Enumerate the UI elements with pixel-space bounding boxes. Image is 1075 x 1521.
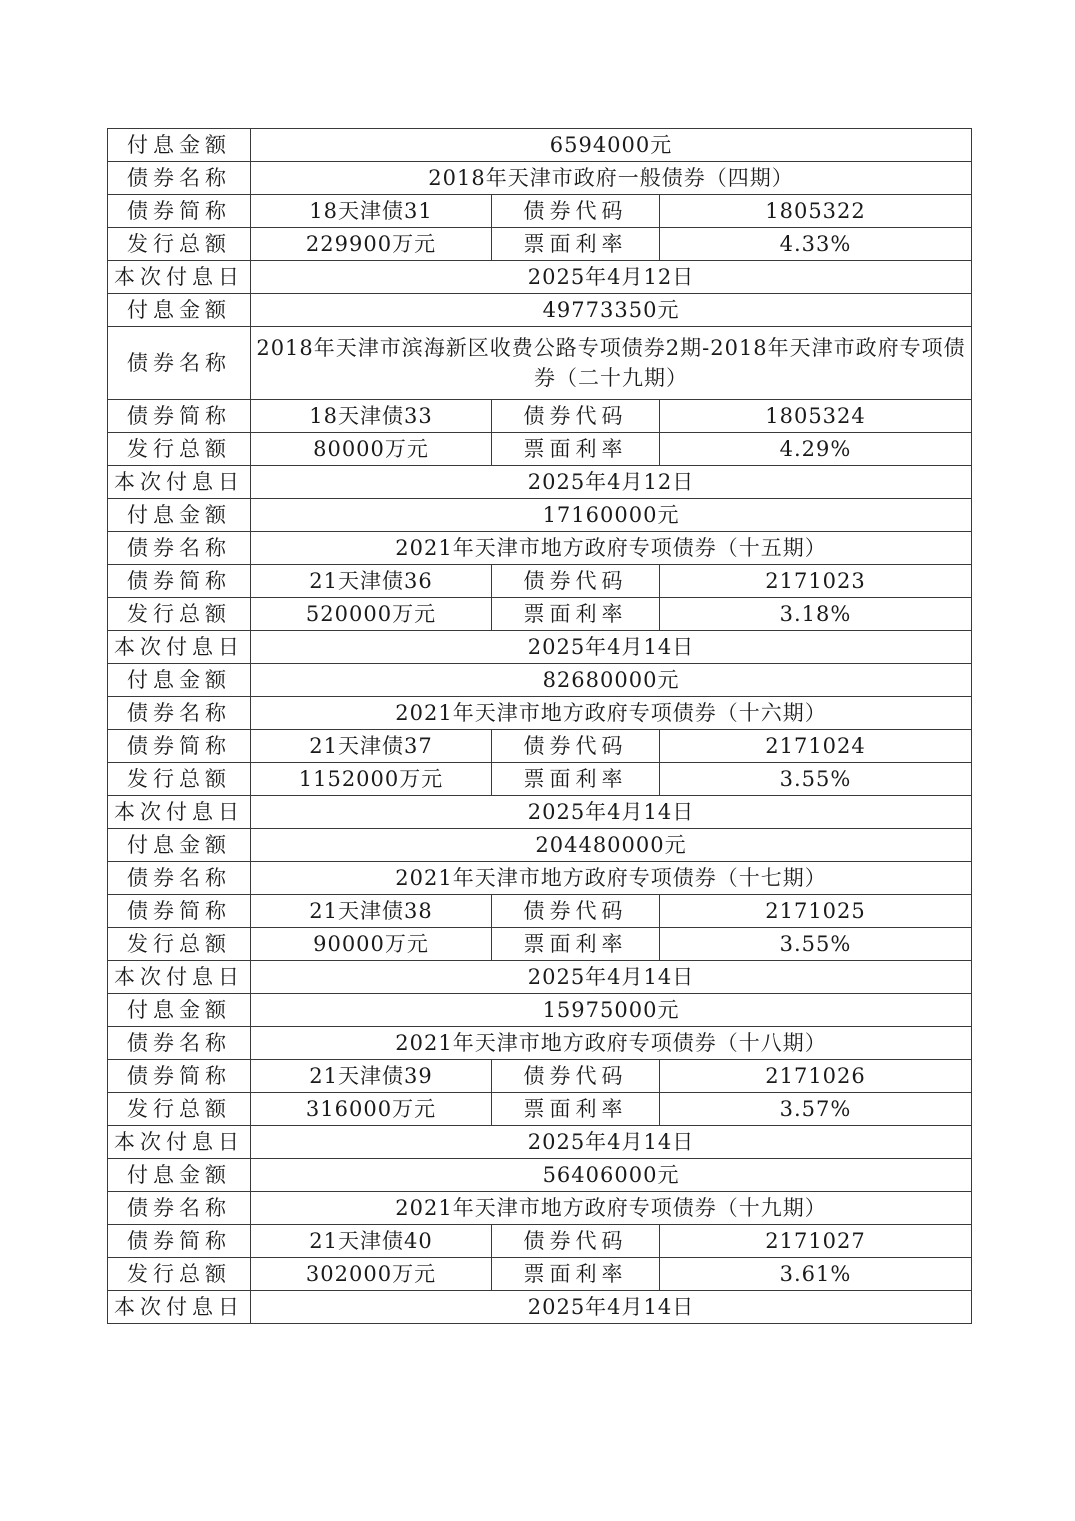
- interest-amount-label: 付息金额: [108, 664, 251, 697]
- interest-amount-value: 6594000元: [251, 129, 972, 162]
- bond-name-value: 2018年天津市滨海新区收费公路专项债券2期-2018年天津市政府专项债券（二十九期）: [251, 327, 972, 400]
- issue-total-value: 316000万元: [251, 1093, 492, 1126]
- table-row: [108, 261, 972, 294]
- coupon-rate-value: 3.55%: [660, 928, 972, 961]
- coupon-rate-label: 票面利率: [492, 1258, 660, 1291]
- table-row: [108, 730, 972, 763]
- table-row: [108, 1159, 972, 1192]
- bond-code-label: 债券代码: [492, 1225, 660, 1258]
- bond-code-label: 债券代码: [492, 895, 660, 928]
- table-row: [108, 532, 972, 565]
- coupon-rate-value: 4.33%: [660, 228, 972, 261]
- table-row: [108, 294, 972, 327]
- interest-amount-label: 付息金额: [108, 1159, 251, 1192]
- table-row: [108, 664, 972, 697]
- interest-amount-label: 付息金额: [108, 294, 251, 327]
- issue-total-value: 229900万元: [251, 228, 492, 261]
- table-row: [108, 1126, 972, 1159]
- coupon-rate-value: 3.18%: [660, 598, 972, 631]
- table-row: [108, 1258, 972, 1291]
- coupon-rate-label: 票面利率: [492, 433, 660, 466]
- table-row: [108, 565, 972, 598]
- bond-short-name-label: 债券简称: [108, 1225, 251, 1258]
- payment-date-value: 2025年4月14日: [251, 1126, 972, 1159]
- coupon-rate-value: 3.55%: [660, 763, 972, 796]
- table-row: [108, 433, 972, 466]
- issue-total-value: 90000万元: [251, 928, 492, 961]
- bond-name-label: 债券名称: [108, 1027, 251, 1060]
- bond-name-label: 债券名称: [108, 162, 251, 195]
- bond-short-name-value: 21天津债36: [251, 565, 492, 598]
- interest-amount-value: 17160000元: [251, 499, 972, 532]
- issue-total-value: 302000万元: [251, 1258, 492, 1291]
- interest-amount-value: 204480000元: [251, 829, 972, 862]
- table-row: [108, 862, 972, 895]
- bond-name-label: 债券名称: [108, 697, 251, 730]
- coupon-rate-label: 票面利率: [492, 1093, 660, 1126]
- bond-code-label: 债券代码: [492, 730, 660, 763]
- bond-code-value: 1805324: [660, 400, 972, 433]
- interest-amount-value: 82680000元: [251, 664, 972, 697]
- coupon-rate-value: 3.61%: [660, 1258, 972, 1291]
- bond-short-name-value: 21天津债40: [251, 1225, 492, 1258]
- bond-name-label: 债券名称: [108, 532, 251, 565]
- bond-interest-table: [107, 128, 972, 1324]
- interest-amount-value: 49773350元: [251, 294, 972, 327]
- payment-date-label: 本次付息日: [108, 261, 251, 294]
- bond-name-value: 2018年天津市政府一般债券（四期）: [251, 162, 972, 195]
- bond-short-name-value: 21天津债38: [251, 895, 492, 928]
- coupon-rate-value: 4.29%: [660, 433, 972, 466]
- table-row: [108, 400, 972, 433]
- bond-name-value: 2021年天津市地方政府专项债券（十七期）: [251, 862, 972, 895]
- payment-date-value: 2025年4月12日: [251, 261, 972, 294]
- bond-code-value: 2171023: [660, 565, 972, 598]
- table-row: [108, 327, 972, 400]
- table-row: [108, 598, 972, 631]
- payment-date-value: 2025年4月14日: [251, 631, 972, 664]
- payment-date-label: 本次付息日: [108, 961, 251, 994]
- interest-amount-label: 付息金额: [108, 994, 251, 1027]
- table-row: [108, 228, 972, 261]
- table-row: [108, 829, 972, 862]
- table-row: [108, 1291, 972, 1324]
- table-row: [108, 796, 972, 829]
- payment-date-label: 本次付息日: [108, 631, 251, 664]
- bond-short-name-label: 债券简称: [108, 1060, 251, 1093]
- payment-date-label: 本次付息日: [108, 1291, 251, 1324]
- bond-code-label: 债券代码: [492, 565, 660, 598]
- bond-code-label: 债券代码: [492, 195, 660, 228]
- issue-total-value: 520000万元: [251, 598, 492, 631]
- coupon-rate-label: 票面利率: [492, 228, 660, 261]
- issue-total-label: 发行总额: [108, 1258, 251, 1291]
- interest-amount-label: 付息金额: [108, 129, 251, 162]
- table-row: [108, 1060, 972, 1093]
- issue-total-label: 发行总额: [108, 433, 251, 466]
- table-row: [108, 499, 972, 532]
- table-row: [108, 763, 972, 796]
- bond-short-name-label: 债券简称: [108, 730, 251, 763]
- table-row: [108, 1093, 972, 1126]
- issue-total-label: 发行总额: [108, 1093, 251, 1126]
- payment-date-label: 本次付息日: [108, 796, 251, 829]
- issue-total-label: 发行总额: [108, 928, 251, 961]
- coupon-rate-label: 票面利率: [492, 928, 660, 961]
- table-row: [108, 1225, 972, 1258]
- table-row: [108, 195, 972, 228]
- table-row: [108, 994, 972, 1027]
- bond-short-name-label: 债券简称: [108, 565, 251, 598]
- issue-total-label: 发行总额: [108, 598, 251, 631]
- interest-amount-value: 56406000元: [251, 1159, 972, 1192]
- coupon-rate-value: 3.57%: [660, 1093, 972, 1126]
- coupon-rate-label: 票面利率: [492, 598, 660, 631]
- issue-total-value: 1152000万元: [251, 763, 492, 796]
- issue-total-value: 80000万元: [251, 433, 492, 466]
- bond-code-value: 2171026: [660, 1060, 972, 1093]
- bond-code-value: 2171025: [660, 895, 972, 928]
- bond-short-name-label: 债券简称: [108, 895, 251, 928]
- bond-short-name-value: 18天津债31: [251, 195, 492, 228]
- bond-table-body: [108, 129, 972, 1324]
- bond-code-label: 债券代码: [492, 1060, 660, 1093]
- bond-name-value: 2021年天津市地方政府专项债券（十五期）: [251, 532, 972, 565]
- payment-date-label: 本次付息日: [108, 466, 251, 499]
- bond-name-value: 2021年天津市地方政府专项债券（十九期）: [251, 1192, 972, 1225]
- bond-name-label: 债券名称: [108, 862, 251, 895]
- bond-code-value: 2171027: [660, 1225, 972, 1258]
- table-row: [108, 1192, 972, 1225]
- issue-total-label: 发行总额: [108, 228, 251, 261]
- interest-amount-value: 15975000元: [251, 994, 972, 1027]
- bond-name-value: 2021年天津市地方政府专项债券（十六期）: [251, 697, 972, 730]
- bond-code-label: 债券代码: [492, 400, 660, 433]
- bond-code-value: 2171024: [660, 730, 972, 763]
- bond-name-label: 债券名称: [108, 1192, 251, 1225]
- bond-code-value: 1805322: [660, 195, 972, 228]
- payment-date-value: 2025年4月12日: [251, 466, 972, 499]
- bond-short-name-label: 债券简称: [108, 400, 251, 433]
- bond-short-name-label: 债券简称: [108, 195, 251, 228]
- bond-name-value: 2021年天津市地方政府专项债券（十八期）: [251, 1027, 972, 1060]
- table-row: [108, 928, 972, 961]
- table-row: [108, 697, 972, 730]
- table-row: [108, 466, 972, 499]
- payment-date-value: 2025年4月14日: [251, 1291, 972, 1324]
- table-row: [108, 961, 972, 994]
- payment-date-value: 2025年4月14日: [251, 961, 972, 994]
- table-row: [108, 1027, 972, 1060]
- bond-name-label: 债券名称: [108, 327, 251, 400]
- table-row: [108, 162, 972, 195]
- table-row: [108, 129, 972, 162]
- payment-date-label: 本次付息日: [108, 1126, 251, 1159]
- table-row: [108, 631, 972, 664]
- payment-date-value: 2025年4月14日: [251, 796, 972, 829]
- table-row: [108, 895, 972, 928]
- bond-short-name-value: 21天津债37: [251, 730, 492, 763]
- coupon-rate-label: 票面利率: [492, 763, 660, 796]
- interest-amount-label: 付息金额: [108, 829, 251, 862]
- issue-total-label: 发行总额: [108, 763, 251, 796]
- bond-short-name-value: 21天津债39: [251, 1060, 492, 1093]
- bond-short-name-value: 18天津债33: [251, 400, 492, 433]
- interest-amount-label: 付息金额: [108, 499, 251, 532]
